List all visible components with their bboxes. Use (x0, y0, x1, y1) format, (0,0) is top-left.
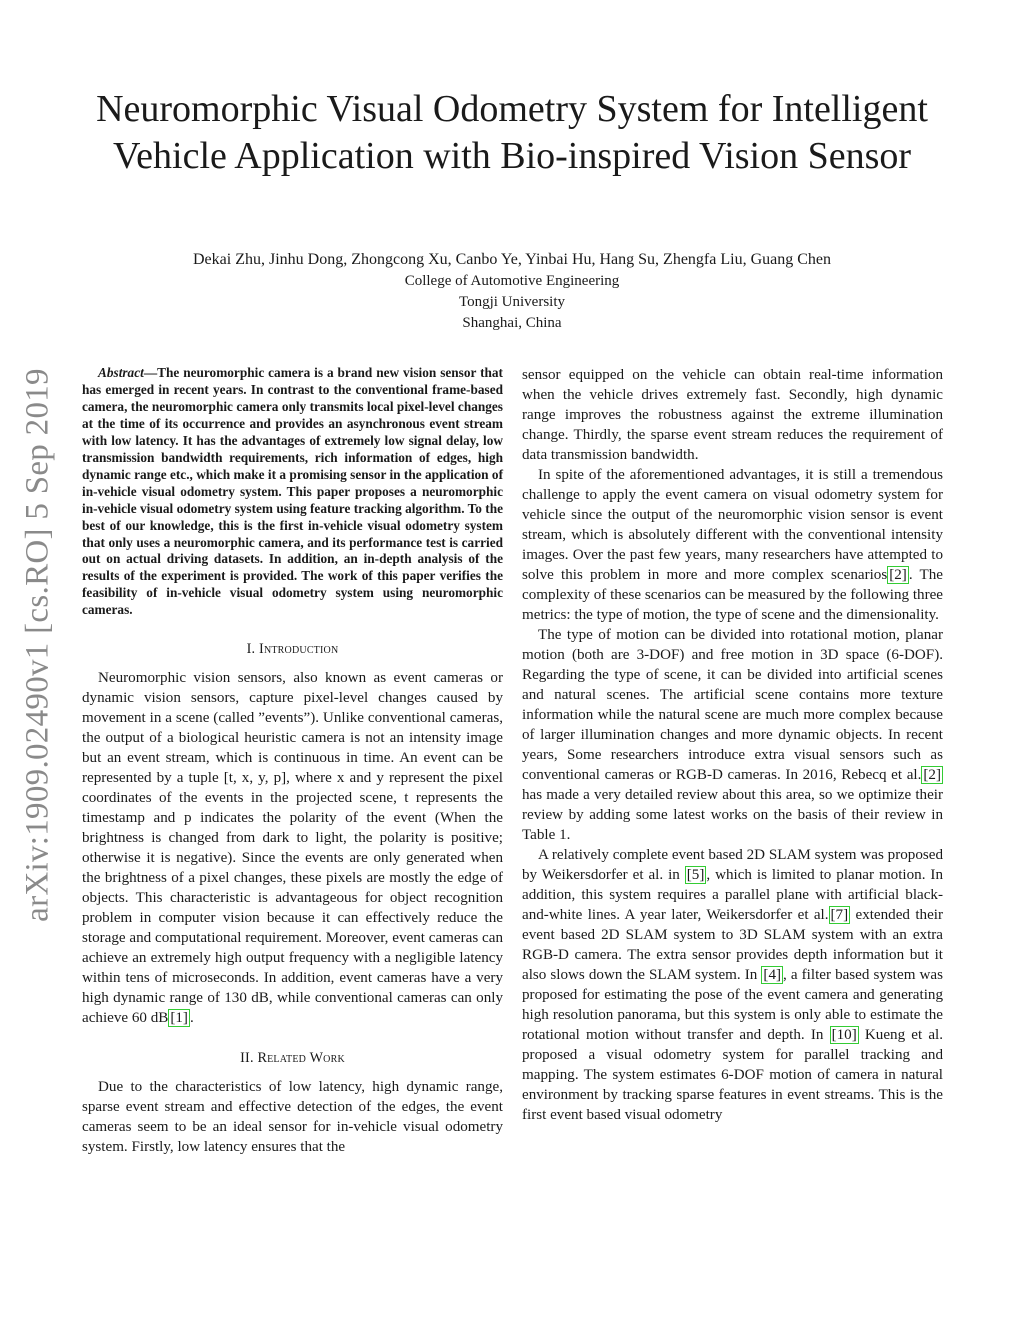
right-column (522, 365, 943, 1125)
paragraph (522, 625, 943, 845)
citation-link[interactable]: [10] (831, 1027, 857, 1043)
citation-link[interactable]: [2] (923, 767, 941, 783)
paper-title: Neuromorphic Visual Odometry System for Intelligent Vehicle Application with Bio-inspired Vision Sensor (96, 88, 928, 177)
paragraph (522, 845, 943, 1125)
paragraph-text: A relatively complete event based 2D SLAM system was proposed by Weikersdorfer et al. in (522, 847, 943, 883)
paragraph-text: . The complexity of these scenarios can be measured by the following three metrics: the type of motion, the type of scene and the dimensionality. (522, 567, 943, 623)
author-list: Dekai Zhu, Jinhu Dong, Zhongcong Xu, Canbo Ye, Yinbai Hu, Hang Su, Zhengfa Liu, Guang Chen (193, 251, 831, 268)
paragraph-text: Kueng et al. proposed a visual odometry system for parallel tracking and mapping. The system estimates 6-DOF motion of camera in natural environment by tracking sparse features in event streams. This is the first event based visual odometry (522, 1027, 943, 1123)
paragraph-text: In spite of the aforementioned advantages, it is still a tremendous challenge to apply the event camera on visual odometry system for vehicle since the output of the neuromorphic vision sensor is event stream, which is absolutely different with the conventional intensity images. Over the past few years, many researchers have attempted to solve this problem in more and more complex scenarios (522, 467, 943, 583)
abstract-label: Abstract (98, 365, 144, 380)
paragraph-text: The type of motion can be divided into rotational motion, planar motion (both are 3-DOF) and free motion in 3D space (6-DOF). Regarding the type of scene, it can be divided into artificial scenes and natural scenes. The artificial scene contains more texture information while the natural scene are much more complex because of larger illumination changes and more dynamic objects. In recent years, Some researchers introduce extra visual sensors such as conventional cameras or RGB-D cameras. In 2016, Rebecq et al. (522, 627, 943, 783)
abstract (82, 365, 503, 619)
paragraph-text: . (189, 1010, 194, 1027)
citation-link[interactable]: [1] (170, 1010, 188, 1027)
affiliation-line: Tongji University (458, 294, 566, 310)
arxiv-stamp: arXiv:1909.02490v1 [cs.RO] 5 Sep 2019 (19, 368, 56, 922)
affiliation-block (200, 271, 824, 334)
section-heading-related-work: II. Related Work (240, 1050, 345, 1067)
paragraph-text: has made a very detailed review about this area, so we optimize their review by adding some latest works on the basis of their review in Table 1. (522, 787, 943, 843)
paragraph (522, 465, 943, 625)
section-heading-introduction: I. Introduction (246, 641, 339, 658)
left-column (82, 365, 503, 1157)
paragraph-text: , a filter based system was proposed for estimating the pose of the event camera and generating high resolution panorama, but this system is only able to estimate the rotational motion without transfer and depth. In (522, 967, 943, 1043)
paragraph-text: Neuromorphic vision sensors, also known as event cameras or dynamic vision sensors, capture pixel-level changes caused by movement in a scene (called ”events”). Unlike conventional cameras, the output of a biological heuristic camera is not an intensity image but an event stream, which is continuous in time. An event can be represented by a tuple [t, x, y, p], where x and y represent the pixel coordinates of the events in the projected scene, t represents the timestamp and p indicates the polarity of the event (When the brightness is changed from dark to light, the polarity is positive; otherwise it is negative). Since the events are only generated when the brightness of a pixel changes, these pixels are mostly the edge of objects. This characteristic is advantageous for object recognition problem in computer vision because it can effectively reduce the storage and computational requirement. Moreover, event cameras can achieve an extremely high output frequency with a negligible latency within tens of microseconds. In addition, event cameras have a very high dynamic range of 130 dB, while conventional cameras can only achieve 60 dB (82, 670, 503, 1027)
citation-link[interactable]: [4] (763, 967, 782, 983)
affiliation-line: College of Automotive Engineering (404, 273, 620, 289)
paragraph-text: extended their event based 2D SLAM system to 3D SLAM system with an extra RGB-D camera. The extra sensor provides depth information but it also slows down the SLAM system. In (522, 907, 943, 983)
paragraph: sensor equipped on the vehicle can obtain real-time information when the vehicle drives extremely fast. Secondly, high dynamic range improves the robustness against the extreme illumination change. Thirdly, the sparse event stream reduces the requirement of data transmission bandwidth. (522, 367, 943, 463)
affiliation-line: Shanghai, China (462, 315, 562, 331)
abstract-text: —The neuromorphic camera is a brand new vision sensor that has emerged in recent years. In contrast to the conventional frame-based camera, the neuromorphic camera only transmits local pixel-level changes at the time of its occurrence and provides an asynchronous event stream with low latency. It has the advantages of extremely low signal delay, low transmission bandwidth requirements, rich information of edges, high dynamic range etc., which make it a promising sensor in the application of in-vehicle visual odometry system. This paper proposes a neuromorphic in-vehicle visual odometry system using feature tracking algorithm. To the best of our knowledge, this is the first in-vehicle visual odometry system that only uses a neuromorphic camera, and its performance test is carried out on actual driving datasets. In addition, an in-depth analysis of the results of the experiment is provided. The work of this paper verifies the feasibility of in-vehicle visual odometry system using neuromorphic cameras. (82, 365, 503, 618)
citation-link[interactable]: [5] (686, 867, 705, 883)
paragraph (82, 668, 503, 1028)
paragraph: Due to the characteristics of low latency, high dynamic range, sparse event stream and effective detection of the edges, the event cameras seem to be an ideal sensor for in-vehicle visual odometry system. Firstly, low latency ensures that the (82, 1079, 503, 1156)
citation-link[interactable]: [2] (889, 567, 907, 583)
paragraph-text: , which is limited to planar motion. In addition, this system requires a parallel plane with artificial black-and-white lines. A year later, Weikersdorfer et al. (522, 867, 943, 923)
citation-link[interactable]: [7] (830, 907, 849, 923)
